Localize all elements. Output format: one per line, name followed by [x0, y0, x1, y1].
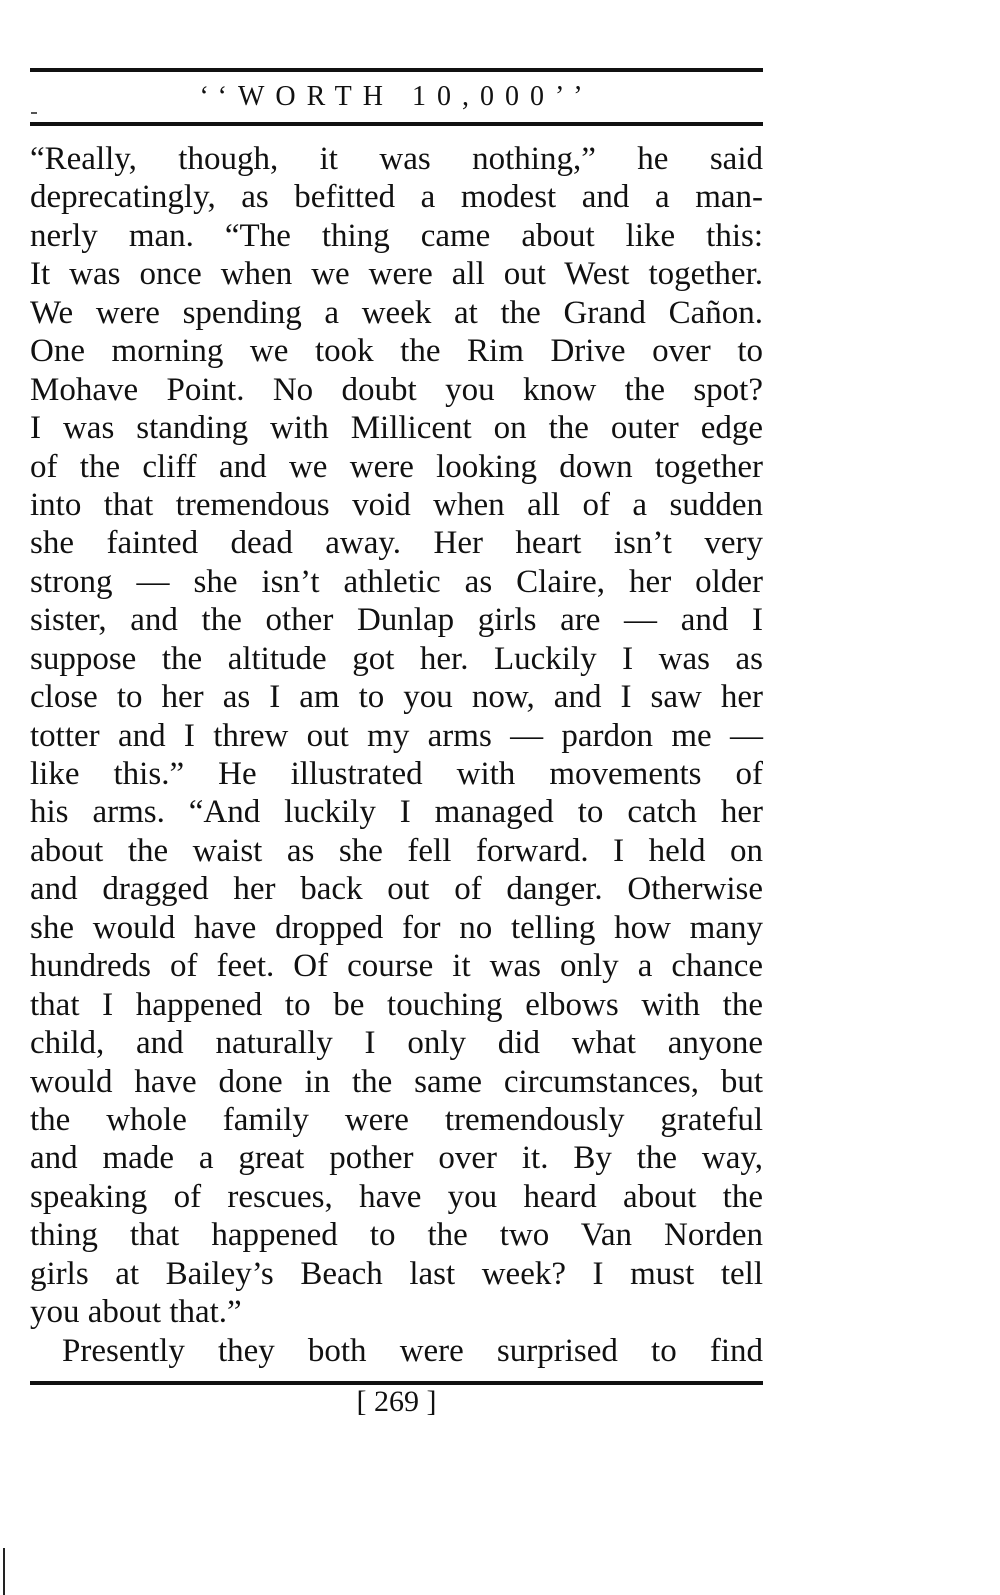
text-line: his arms. “And luckily I managed to catch her [30, 794, 763, 831]
text-line: you about that.” [30, 1294, 242, 1331]
text-line: into that tremendous void when all of a sudden [30, 486, 763, 523]
text-line: would have done in the same circumstances, but [30, 1063, 763, 1100]
text-line: she fainted dead away. Her heart isn’t very [30, 525, 763, 562]
text-line: It was once when we were all out West together. [30, 256, 763, 293]
margin-mark [3, 1548, 5, 1595]
text-line: and made a great pother over it. By the way, [30, 1140, 763, 1177]
text-line: totter and I threw out my arms — pardon me — [30, 717, 763, 754]
text-line: I was standing with Millicent on the outer edge [30, 410, 763, 447]
body-text [30, 140, 763, 1370]
text-line: deprecatingly, as befitted a modest and a man- [30, 179, 763, 216]
text-line: Mohave Point. No doubt you know the spot? [30, 371, 763, 408]
text-line: One morning we took the Rim Drive over to [30, 333, 763, 370]
text-line: nerly man. “The thing came about like this: [30, 217, 763, 254]
margin-tick [31, 112, 37, 114]
text-line: that I happened to be touching elbows with the [30, 986, 763, 1023]
text-line: like this.” He illustrated with movements of [30, 756, 763, 792]
text-line: child, and naturally I only did what anyone [30, 1025, 763, 1062]
text-line: thing that happened to the two Van Norden [30, 1217, 763, 1254]
top-rule [30, 68, 763, 72]
text-line: strong — she isn’t athletic as Claire, her older [30, 563, 763, 600]
page-number: [ 269 ] [356, 1385, 437, 1418]
text-line: and dragged her back out of danger. Otherwise [30, 871, 763, 908]
running-head: ‘‘WORTH 10,000’’ [199, 81, 594, 112]
text-line: Presently they both were surprised to find [62, 1332, 763, 1369]
text-line: close to her as I am to you now, and I saw her [30, 679, 763, 716]
text-line: We were spending a week at the Grand Cañon. [30, 294, 763, 331]
text-line: she would have dropped for no telling how many [30, 909, 763, 946]
text-line: speaking of rescues, have you heard about the [30, 1178, 763, 1215]
text-line: hundreds of feet. Of course it was only a chance [30, 948, 763, 985]
header-rule [30, 122, 763, 126]
text-line: sister, and the other Dunlap girls are — and I [30, 602, 763, 639]
text-line: “Really, though, it was nothing,” he said [30, 141, 763, 177]
text-line: girls at Bailey’s Beach last week? I must tell [30, 1255, 763, 1292]
text-line: the whole family were tremendously grateful [30, 1101, 763, 1138]
text-line: about the waist as she fell forward. I held on [30, 832, 763, 869]
text-line: of the cliff and we were looking down together [30, 448, 763, 485]
text-line: suppose the altitude got her. Luckily I was as [30, 640, 763, 677]
